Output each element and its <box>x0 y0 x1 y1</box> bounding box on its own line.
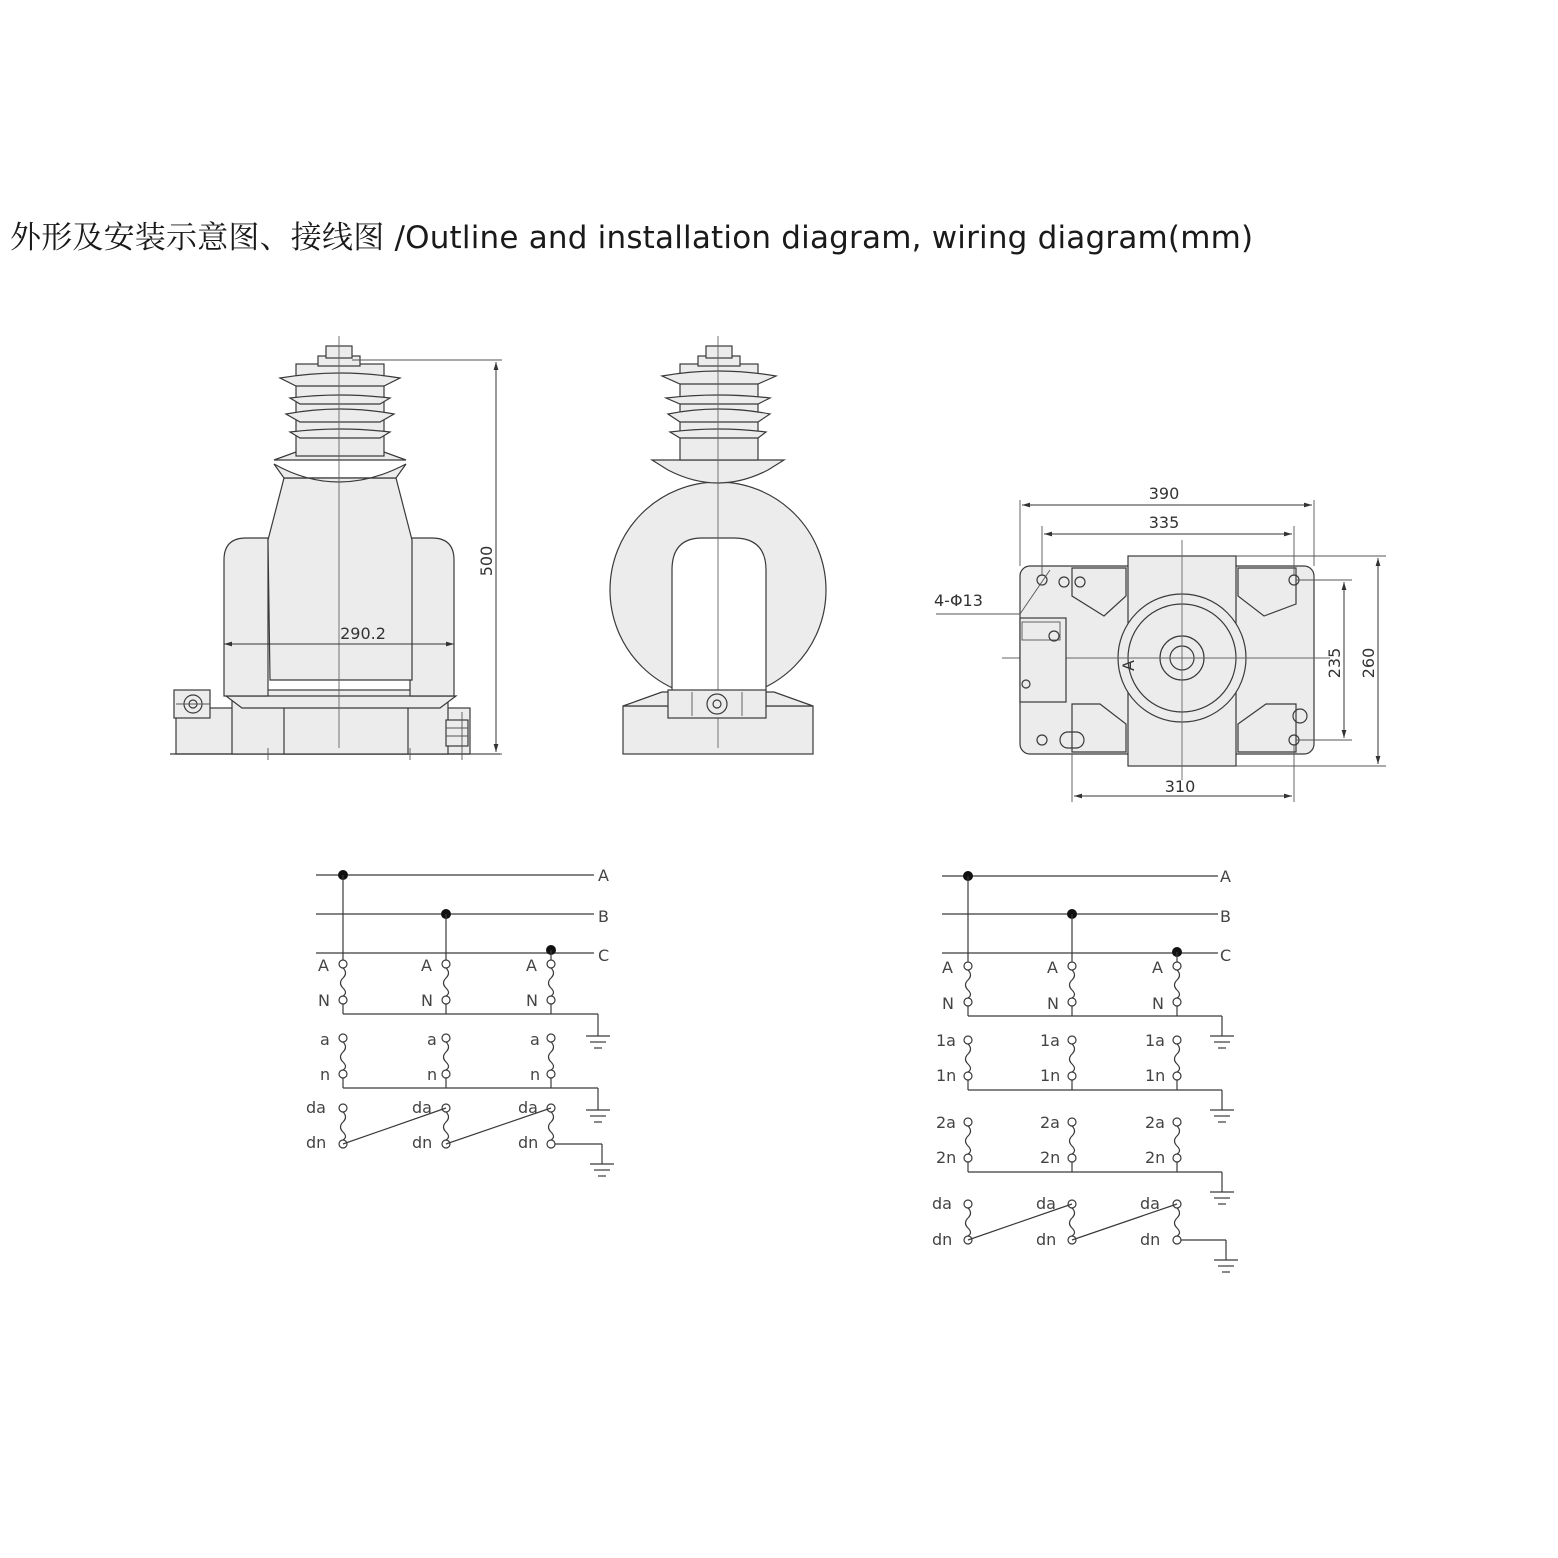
w1-bus-c: C <box>598 946 610 965</box>
dim-260: 260 <box>1359 647 1378 679</box>
w2-bus-b: B <box>1220 907 1231 926</box>
w2-label-1a-1: 1a <box>936 1031 956 1050</box>
w1-label-N-1: N <box>318 991 330 1010</box>
w1-label-a-2: a <box>427 1030 437 1049</box>
w2-label-N-3: N <box>1152 994 1164 1013</box>
w2-label-2a-2: 2a <box>1040 1113 1060 1132</box>
w2-label-A-1: A <box>942 958 953 977</box>
w1-label-n-2: n <box>427 1065 438 1084</box>
w2-label-2n-3: 2n <box>1145 1148 1166 1167</box>
wiring-diagram-2 <box>932 867 1238 1272</box>
wiring-diagram-1 <box>306 866 614 1176</box>
w2-label-dn-3: dn <box>1140 1230 1161 1249</box>
w1-label-n-1: n <box>320 1065 331 1084</box>
w1-label-a-1: a <box>320 1030 330 1049</box>
w2-bus-c: C <box>1220 946 1232 965</box>
w2-label-N-1: N <box>942 994 954 1013</box>
plan-terminal-mark: A <box>1119 660 1138 671</box>
front-view <box>170 336 502 760</box>
w1-label-da-2: da <box>412 1098 432 1117</box>
side-view <box>610 336 826 754</box>
w2-label-2a-3: 2a <box>1145 1113 1165 1132</box>
dim-335: 335 <box>1148 513 1180 532</box>
w2-label-dn-2: dn <box>1036 1230 1057 1249</box>
w2-label-2n-1: 2n <box>936 1148 957 1167</box>
w2-label-da-3: da <box>1140 1194 1160 1213</box>
w2-bus-a: A <box>1220 867 1231 886</box>
plan-view <box>934 484 1386 802</box>
w2-label-1a-3: 1a <box>1145 1031 1165 1050</box>
w2-label-N-2: N <box>1047 994 1059 1013</box>
w2-label-1n-1: 1n <box>936 1066 957 1085</box>
holes-label: 4-Φ13 <box>934 591 983 610</box>
w1-label-A-1: A <box>318 956 329 975</box>
w1-label-A-2: A <box>421 956 432 975</box>
w1-label-dn-1: dn <box>306 1133 327 1152</box>
w2-label-dn-1: dn <box>932 1230 953 1249</box>
w1-label-N-3: N <box>526 991 538 1010</box>
w1-label-A-3: A <box>526 956 537 975</box>
w1-label-a-3: a <box>530 1030 540 1049</box>
w2-label-A-2: A <box>1047 958 1058 977</box>
front-width-label: 290.2 <box>340 624 386 643</box>
dim-390: 390 <box>1148 484 1180 503</box>
dim-235: 235 <box>1325 647 1344 679</box>
w2-label-1n-2: 1n <box>1040 1066 1061 1085</box>
w2-label-1a-2: 1a <box>1040 1031 1060 1050</box>
w2-label-da-2: da <box>1036 1194 1056 1213</box>
w2-label-2n-2: 2n <box>1040 1148 1061 1167</box>
w1-label-da-1: da <box>306 1098 326 1117</box>
w1-label-da-3: da <box>518 1098 538 1117</box>
height-label: 500 <box>477 545 496 577</box>
w1-bus-a: A <box>598 866 609 885</box>
dim-310: 310 <box>1164 777 1196 796</box>
page-title: 外形及安装示意图、接线图 /Outline and installation diagram, wiring diagram(mm) <box>10 220 1254 256</box>
w1-bus-b: B <box>598 907 609 926</box>
w1-label-dn-2: dn <box>412 1133 433 1152</box>
w2-label-A-3: A <box>1152 958 1163 977</box>
w2-label-da-1: da <box>932 1194 952 1213</box>
w1-label-N-2: N <box>421 991 433 1010</box>
w2-label-1n-3: 1n <box>1145 1066 1166 1085</box>
w1-label-n-3: n <box>530 1065 541 1084</box>
w2-label-2a-1: 2a <box>936 1113 956 1132</box>
w1-label-dn-3: dn <box>518 1133 539 1152</box>
